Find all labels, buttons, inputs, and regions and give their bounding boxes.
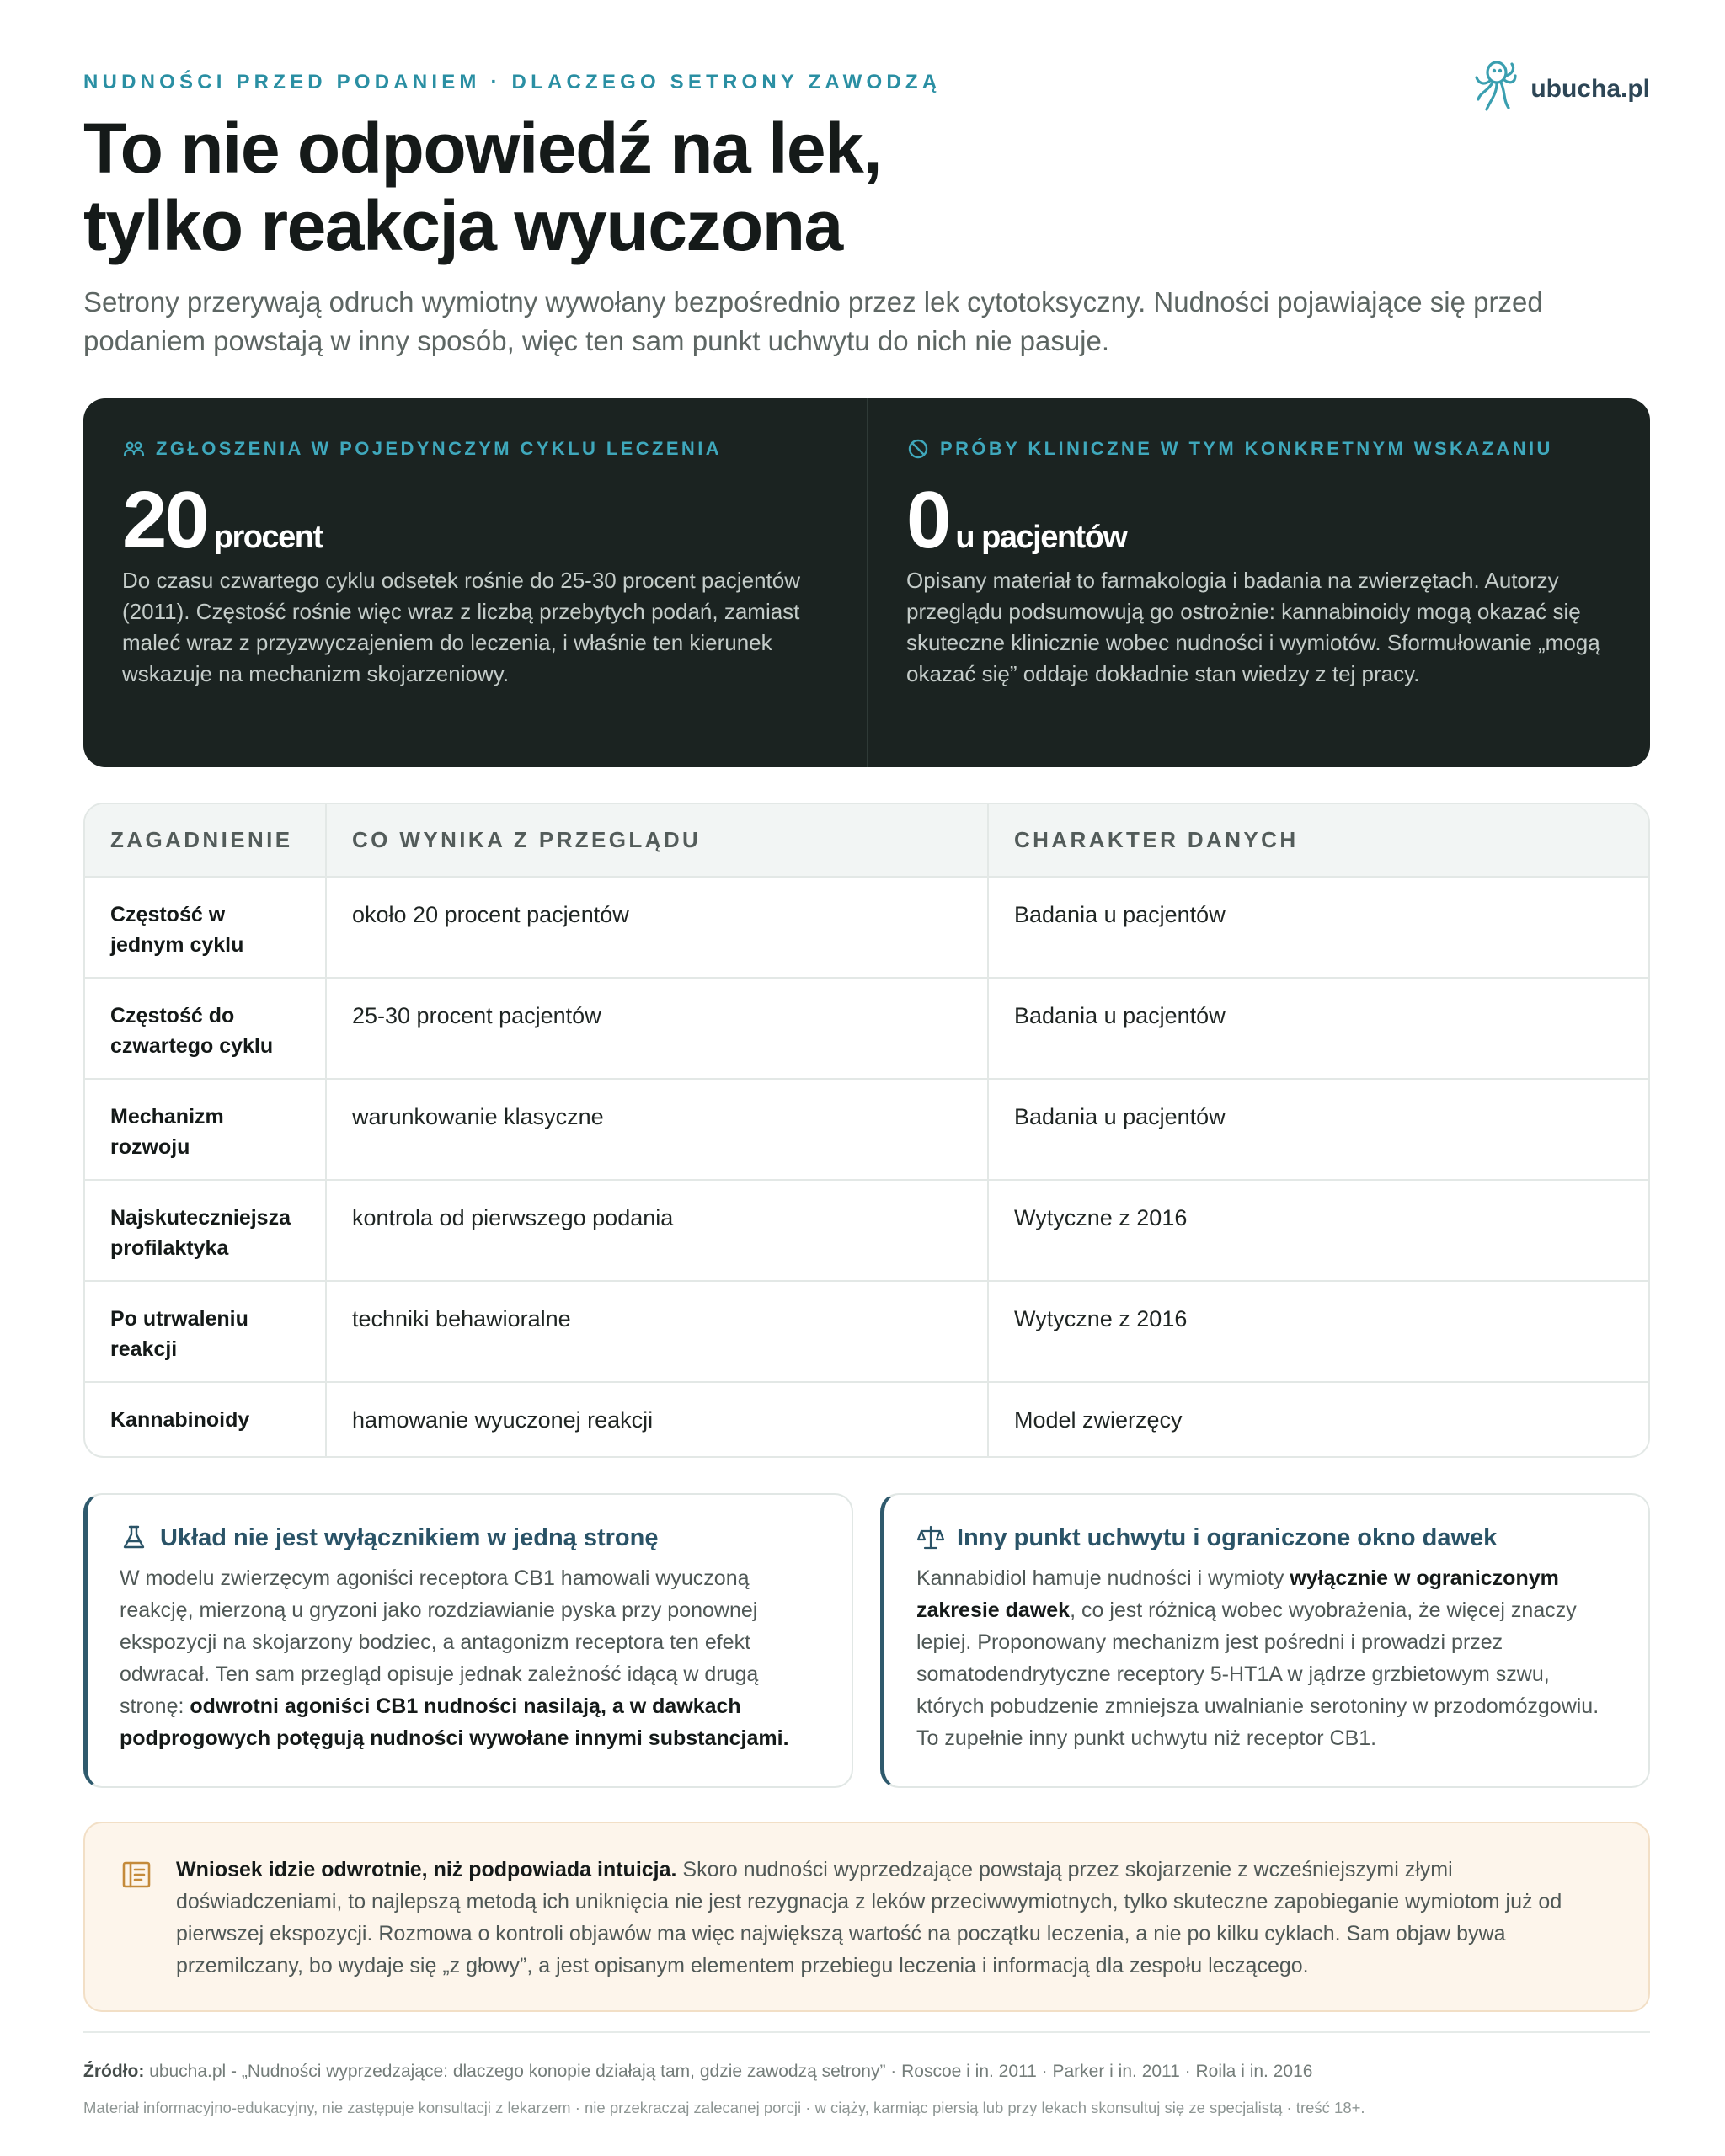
- footer-divider: [83, 2031, 1650, 2033]
- stat-description: Opisany materiał to farmakologia i badania na zwierzętach. Autorzy przeglądu podsumowują go ostrożnie: kannabinoidy mogą okazać się skuteczne klinicznie wobec nudności i wymiotów. Sformułowanie „mogą okazać się” oddaje dokładnie stan wiedzy z tej pracy.: [906, 568, 1600, 686]
- table-cell: Najskuteczniejsza profilaktyka: [85, 1180, 326, 1281]
- card-text: W modelu zwierzęcym agoniści receptora CB1 hamowali wyuczoną reakcję, mierzoną u gryzoni jako rozdziawianie pyska przy ponownej ekspozycji na skojarzony bodziec, a antagonizm receptora ten efekt odwracał. Ten sam przegląd opisuje jednak zależność idącą w drugą stronę: odwrotni agoniści CB1 nudności nasilają, a w dawkach podprogowych potęgują nudności wywołane innymi substancjami.: [120, 1566, 789, 1750]
- card-title: Układ nie jest wyłącznikiem w jedną stronę: [120, 1524, 820, 1552]
- card-cb1: [83, 1493, 853, 1788]
- table-cell: 25-30 procent pacjentów: [326, 978, 988, 1079]
- info-cards: [83, 1493, 1650, 1788]
- table-cell: Mechanizm rozwoju: [85, 1079, 326, 1180]
- table-cell: Kannabinoidy: [110, 1408, 250, 1432]
- people-icon: [122, 437, 146, 461]
- table-cell: kontrola od pierwszego podania: [326, 1180, 988, 1281]
- table-cell: Badania u pacjentów: [988, 978, 1648, 1079]
- disclaimer: Materiał informacyjno-edukacyjny, nie zastępuje konsultacji z lekarzem · nie przekraczaj zalecanej porcji · w ciąży, karmiąc piersią lub przy lekach skonsultuj się ze specjalistą · treść 18+.: [83, 2099, 1365, 2116]
- logo-text: ubucha.pl: [1530, 75, 1650, 103]
- table-row: [85, 1079, 1648, 1180]
- stat-value: [906, 474, 1126, 567]
- conclusion-box: [83, 1822, 1650, 2012]
- card-cbd: [880, 1493, 1650, 1788]
- conclusion-text: Wniosek idzie odwrotnie, niż podpowiada intuicja. Skoro nudności wyprzedzające powstają przez skojarzenie z wcześniejszymi złymi doświadczeniami, to najlepszą metodą ich uniknięcia nie jest rezygnacja z leków przeciwwymiotnych, tylko skuteczne zapobieganie wymiotom już od pierwszej ekspozycji. Rozmowa o kontroli objawów ma więc największą wartość na początku leczenia, a nie po kilku cyklach. Sam objaw bywa przemilczany, bo wydaje się „z głowy”, a jest opisanym elementem przebiegu leczenia i informacją dla zespołu leczącego.: [176, 1858, 1562, 1977]
- stat-value: [122, 474, 323, 567]
- table-cell: Badania u pacjentów: [988, 877, 1648, 978]
- stat-number: 0: [906, 475, 949, 565]
- stats-panel: [83, 398, 1650, 767]
- table-cell: techniki behawioralne: [326, 1281, 988, 1382]
- stat-description: Do czasu czwartego cyklu odsetek rośnie do 25-30 procent pacjentów (2011). Częstość rośnie więc wraz z liczbą przebytych podań, zamiast maleć wraz z przyzwyczajeniem do leczenia, i właśnie ten kierunek wskazuje na mechanizm skojarzeniowy.: [122, 568, 800, 686]
- column-header: CO WYNIKA Z PRZEGLĄDU: [326, 804, 988, 877]
- stat-unit: procent: [213, 520, 323, 555]
- table-header: [85, 804, 1648, 877]
- title-line-1: To nie odpowiedź na lek,: [83, 109, 882, 188]
- column-header: ZAGADNIENIE: [85, 804, 326, 877]
- eyebrow: NUDNOŚCI PRZED PODANIEM · DLACZEGO SETRONY ZAWODZĄ: [83, 71, 942, 93]
- lead-paragraph: Setrony przerywają odruch wymiotny wywołany bezpośrednio przez lek cytotoksyczny. Nudności pojawiające się przed podaniem powstają w inny sposób, więc ten sam punkt uchwytu do nich nie pasuje.: [83, 286, 1543, 356]
- table-cell: Wytyczne z 2016: [988, 1180, 1648, 1281]
- notes-icon: [120, 1859, 152, 1891]
- flask-icon: [120, 1524, 148, 1552]
- stat-label: PRÓBY KLINICZNE W TYM KONKRETNYM WSKAZANIU: [906, 437, 1553, 461]
- stat-unit: u pacjentów: [955, 520, 1127, 555]
- table-cell: około 20 procent pacjentów: [326, 877, 988, 978]
- logo[interactable]: [1471, 57, 1650, 121]
- title-line-2: tylko reakcja wyuczona: [83, 186, 842, 265]
- card-title: Inny punkt uchwytu i ograniczone okno dawek: [916, 1524, 1616, 1552]
- source-line: Źródło: ubucha.pl - „Nudności wyprzedzające: dlaczego konopie działają tam, gdzie zawodzą setrony” · Roscoe i in. 2011 · Parker i in. 2011 · Roila i in. 2016: [83, 2062, 1313, 2081]
- table-cell: Model zwierzęcy: [988, 1382, 1648, 1456]
- octopus-icon: [1471, 57, 1519, 121]
- table-row: [85, 1180, 1648, 1281]
- table-cell: Po utrwaleniu reakcji: [85, 1281, 326, 1382]
- column-header: CHARAKTER DANYCH: [988, 804, 1648, 877]
- scale-icon: [916, 1524, 945, 1552]
- prohibited-icon: [906, 437, 930, 461]
- table-cell: Częstość w jednym cyklu: [85, 877, 326, 978]
- table-cell: hamowanie wyuczonej reakcji: [326, 1382, 988, 1456]
- table-cell: Częstość do czwartego cyklu: [85, 978, 326, 1079]
- stat-label: ZGŁOSZENIA W POJEDYNCZYM CYKLU LECZENIA: [122, 437, 722, 461]
- stat-trials: [867, 398, 1650, 767]
- table-cell: Badania u pacjentów: [988, 1079, 1648, 1180]
- table-row: [85, 978, 1648, 1079]
- card-text: Kannabidiol hamuje nudności i wymioty wyłącznie w ograniczonym zakresie dawek, co jest różnicą wobec wyobrażenia, że więcej znaczy lepiej. Proponowany mechanizm jest pośredni i prowadzi przez somatodendrytyczne receptory 5-HT1A w jądrze grzbietowym szwu, których pobudzenie zmniejsza uwalnianie serotoniny w przodomózgowiu. To zupełnie inny punkt uchwytu niż receptor CB1.: [916, 1566, 1599, 1750]
- stat-number: 20: [122, 475, 207, 565]
- table-row: [85, 1281, 1648, 1382]
- table-row: [85, 877, 1648, 978]
- table-row: [85, 1382, 1648, 1456]
- table-cell: Wytyczne z 2016: [988, 1281, 1648, 1382]
- page-title: [83, 109, 881, 264]
- summary-table: [83, 803, 1650, 1458]
- table-cell: warunkowanie klasyczne: [326, 1079, 988, 1180]
- stat-reports: [83, 398, 867, 767]
